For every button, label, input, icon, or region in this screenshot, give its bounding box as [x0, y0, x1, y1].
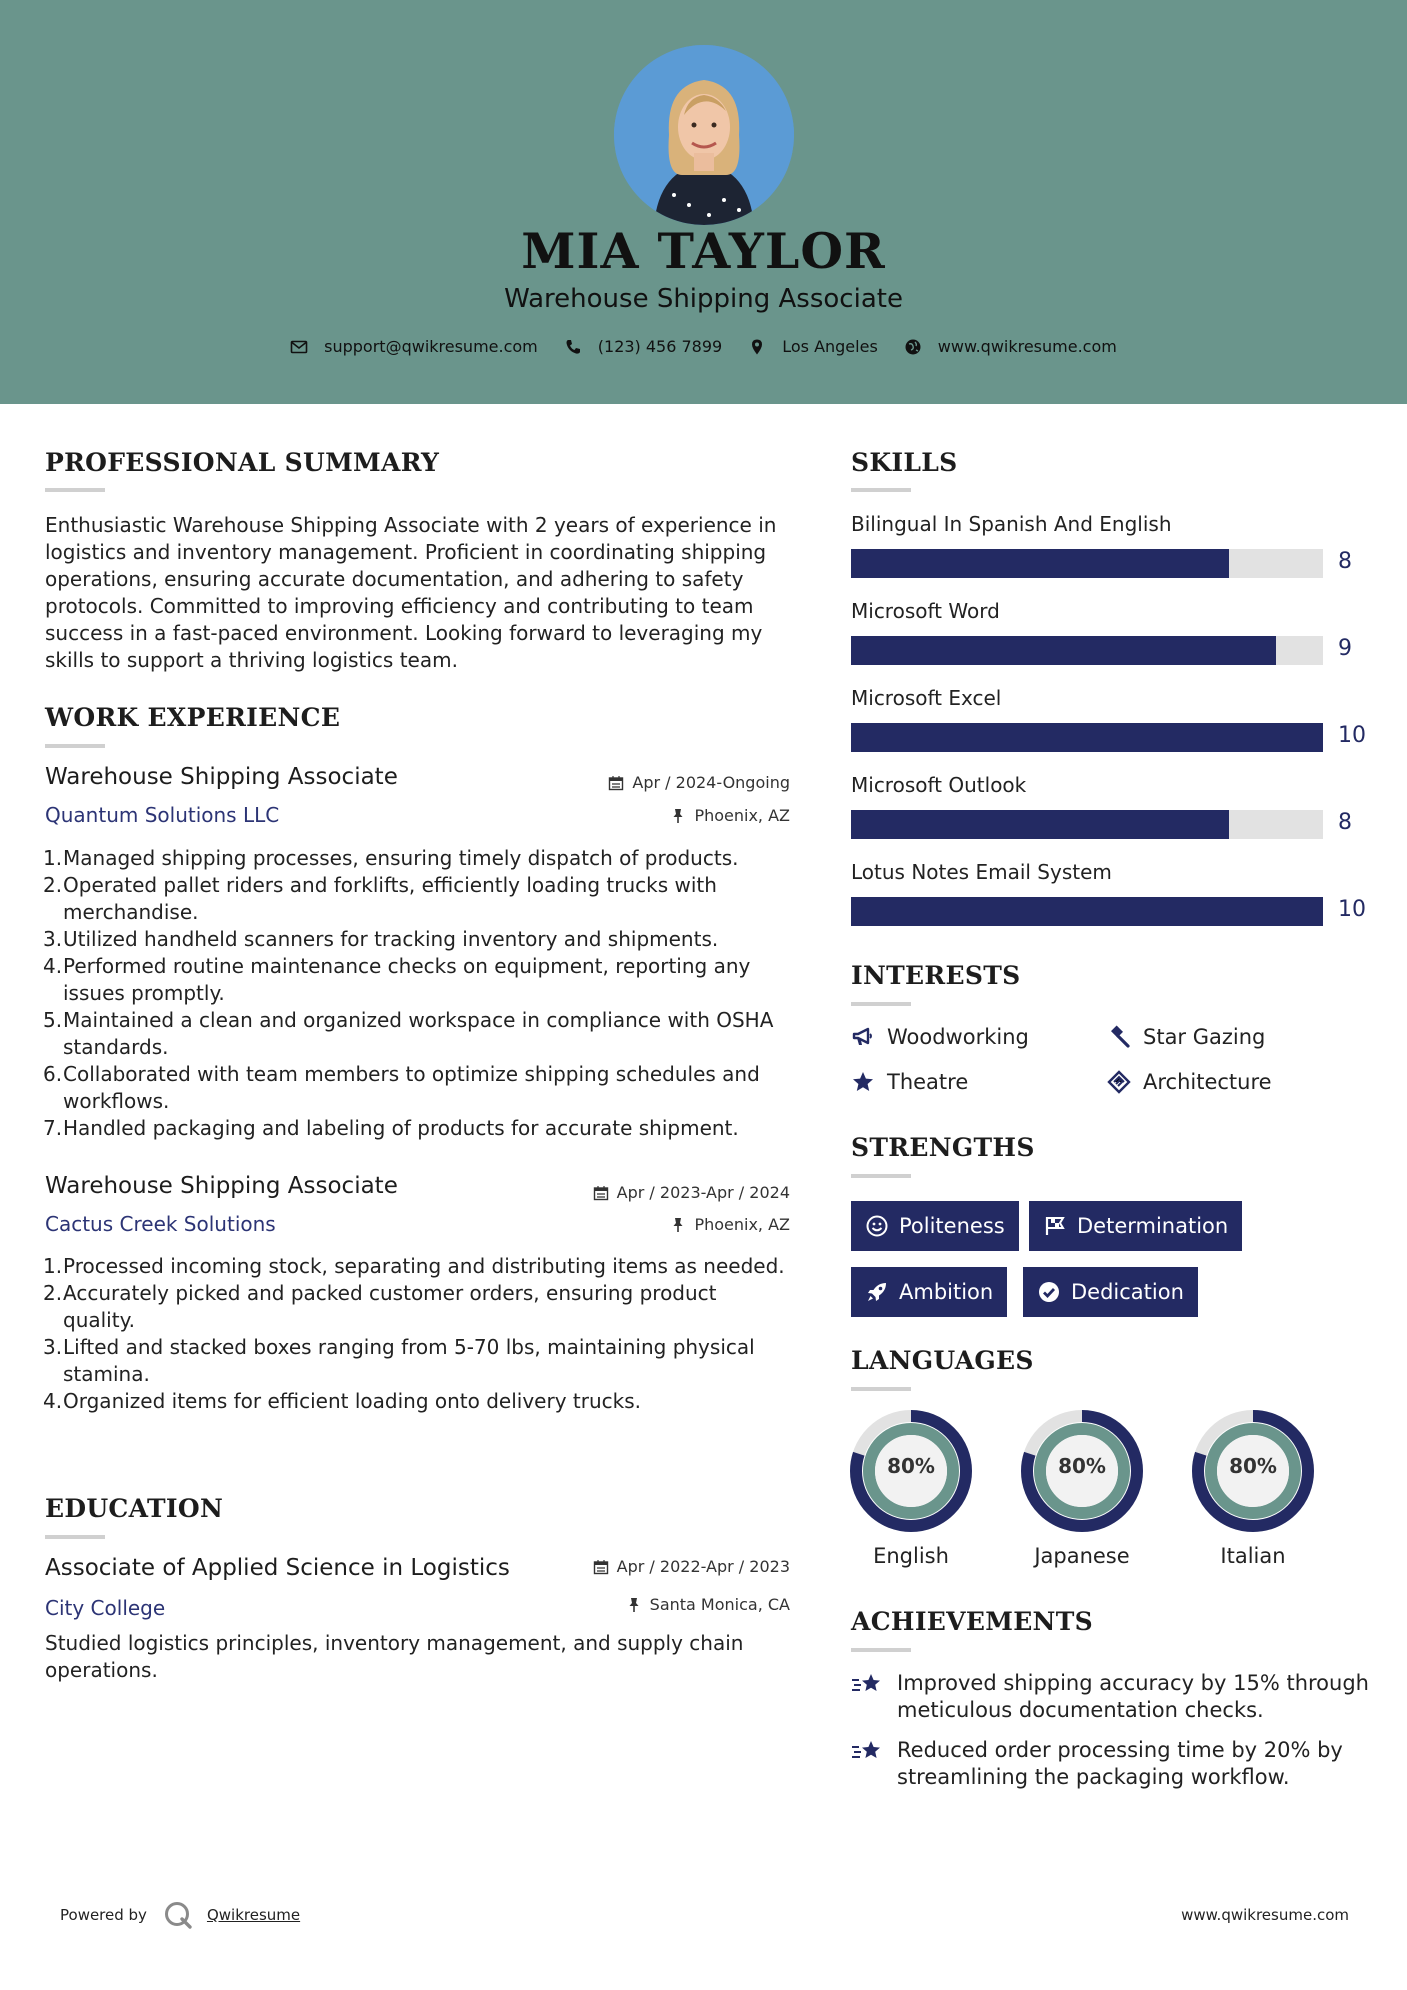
list-item: Maintained a clean and organized workspace in compliance with OSHA standards.	[63, 1008, 774, 1059]
star-icon	[851, 1070, 875, 1094]
gavel-icon	[1107, 1025, 1131, 1049]
interest-theatre	[851, 1070, 968, 1094]
pushpin-icon	[670, 808, 686, 824]
interests-rule	[851, 1002, 911, 1006]
strength-determination	[1029, 1201, 1242, 1251]
skill-value: 10	[1338, 723, 1366, 748]
phone-icon	[564, 338, 582, 356]
qwikresume-logo-icon	[163, 1900, 193, 1930]
skill-bar-track	[851, 636, 1323, 665]
achievement-text: Reduced order processing time by 20% by streamlining the packaging workflow.	[897, 1738, 1343, 1789]
language-percent: 80%	[1058, 1454, 1106, 1478]
job-2-company: Cactus Creek Solutions	[45, 1212, 276, 1236]
job-2-location	[540, 1215, 790, 1234]
powered-by-text: Powered by	[60, 1906, 147, 1924]
flag-icon	[1043, 1214, 1067, 1238]
interests-heading: INTERESTS	[851, 961, 1021, 990]
job-1-location	[540, 806, 790, 825]
summary-text: Enthusiastic Warehouse Shipping Associate with 2 years of experience in logistics and inventory management. Proficient in coordinating shipping operations, ensuring accurate documentation, and adhering to safety protocols. Committed to improving efficiency and contributing to team success in a fast-paced environment. Looking forward to leveraging my skills to support a thriving logistics team.	[45, 513, 777, 672]
skill-bar-track	[851, 810, 1323, 839]
experience-heading: WORK EXPERIENCE	[45, 703, 341, 732]
job-1-dates	[540, 773, 790, 792]
speed-star-icon	[851, 1670, 885, 1700]
skill-bar-fill	[851, 897, 1323, 926]
education-description: Studied logistics principles, inventory management, and supply chain operations.	[45, 1631, 744, 1682]
education-school: City College	[45, 1596, 166, 1620]
skills-rule	[851, 488, 911, 492]
list-item: Operated pallet riders and forklifts, efficiently loading trucks with merchandise.	[63, 873, 717, 924]
skill-bar-track	[851, 897, 1323, 926]
language-ring	[850, 1410, 972, 1532]
education-location-text: Santa Monica, CA	[649, 1595, 790, 1614]
job-1-title: Warehouse Shipping Associate	[45, 764, 398, 790]
job-2-dates	[540, 1183, 790, 1202]
job-2-location-text: Phoenix, AZ	[694, 1215, 790, 1234]
language-ring	[1021, 1410, 1143, 1532]
skill-bar-track	[851, 723, 1323, 752]
calendar-icon	[593, 1185, 609, 1201]
job-2-title: Warehouse Shipping Associate	[45, 1173, 398, 1199]
job-2-dates-text: Apr / 2023-Apr / 2024	[616, 1183, 790, 1202]
achievements-heading: ACHIEVEMENTS	[851, 1607, 1093, 1636]
job-1-dates-text: Apr / 2024-Ongoing	[632, 773, 790, 792]
contact-email-text[interactable]: support@qwikresume.com	[324, 337, 538, 356]
language-name: Italian	[1220, 1544, 1286, 1568]
achievement-item-2	[851, 1737, 1371, 1791]
skill-bar-track	[851, 549, 1323, 578]
achievement-item-1	[851, 1670, 1371, 1724]
education-location	[540, 1595, 790, 1614]
skill-value: 9	[1338, 636, 1352, 661]
skill-bar-fill	[851, 549, 1229, 578]
footer-website[interactable]: www.qwikresume.com	[1181, 1906, 1349, 1924]
skill-value: 10	[1338, 897, 1366, 922]
list-item: Processed incoming stock, separating and distributing items as needed.	[63, 1254, 785, 1278]
qwikresume-link[interactable]: Qwikresume	[206, 1906, 301, 1924]
candidate-name: MIA TAYLOR	[521, 222, 886, 280]
skills-heading: SKILLS	[851, 448, 958, 477]
contact-location	[748, 337, 878, 356]
interest-label: Woodworking	[887, 1025, 1029, 1049]
list-item: Collaborated with team members to optimize shipping schedules and workflows.	[63, 1062, 760, 1113]
language-percent: 80%	[1229, 1454, 1277, 1478]
interest-label: Star Gazing	[1143, 1025, 1266, 1049]
achievement-text: Improved shipping accuracy by 15% through meticulous documentation checks.	[897, 1671, 1369, 1722]
skill-bar-fill	[851, 636, 1276, 665]
header-banner	[0, 0, 1407, 404]
job-2-bullets	[45, 1253, 790, 1415]
list-item: Accurately picked and packed customer orders, ensuring product quality.	[63, 1281, 717, 1332]
education-dates	[540, 1557, 790, 1576]
language-percent: 80%	[887, 1454, 935, 1478]
contact-website[interactable]	[904, 337, 1117, 356]
skill-label: Microsoft Word	[851, 599, 1000, 623]
skill-value: 8	[1338, 810, 1352, 835]
skill-bar-fill	[851, 723, 1323, 752]
smile-icon	[865, 1214, 889, 1238]
interest-star-gazing	[1107, 1025, 1265, 1049]
check-circle-icon	[1037, 1280, 1061, 1304]
language-ring	[1192, 1410, 1314, 1532]
rocket-icon	[865, 1280, 889, 1304]
speed-star-icon	[851, 1737, 885, 1767]
globe-icon	[904, 338, 922, 356]
skill-label: Bilingual In Spanish And English	[851, 512, 1172, 536]
languages-rule	[851, 1387, 911, 1391]
contact-bar	[0, 337, 1407, 356]
strength-label: Politeness	[899, 1214, 1005, 1238]
footer-powered-by	[60, 1900, 300, 1930]
envelope-icon	[290, 338, 308, 356]
contact-website-text[interactable]: www.qwikresume.com	[937, 337, 1117, 356]
interest-woodworking	[851, 1025, 1029, 1049]
pushpin-icon	[626, 1597, 642, 1613]
map-pin-icon	[748, 338, 766, 356]
education-dates-text: Apr / 2022-Apr / 2023	[616, 1557, 790, 1576]
interest-label: Theatre	[887, 1070, 969, 1094]
candidate-title: Warehouse Shipping Associate	[504, 284, 903, 314]
strength-label: Dedication	[1071, 1280, 1184, 1304]
strength-politeness	[851, 1201, 1019, 1251]
contact-phone-text[interactable]: (123) 456 7899	[597, 337, 723, 356]
language-name: English	[873, 1544, 949, 1568]
job-1-location-text: Phoenix, AZ	[694, 806, 790, 825]
strengths-rule	[851, 1174, 911, 1178]
summary-rule	[45, 488, 105, 492]
interest-label: Architecture	[1143, 1070, 1272, 1094]
strengths-heading: STRENGTHS	[851, 1133, 1035, 1162]
avatar	[614, 45, 794, 225]
job-1-bullets	[45, 845, 790, 1142]
pushpin-icon	[670, 1217, 686, 1233]
calendar-icon	[608, 775, 624, 791]
calendar-icon	[593, 1559, 609, 1575]
interest-architecture	[1107, 1070, 1272, 1094]
list-item: Performed routine maintenance checks on equipment, reporting any issues promptly.	[63, 954, 751, 1005]
contact-phone[interactable]	[564, 337, 722, 356]
languages-heading: LANGUAGES	[851, 1346, 1034, 1375]
list-item: Managed shipping processes, ensuring timely dispatch of products.	[63, 846, 739, 870]
education-degree: Associate of Applied Science in Logistics	[45, 1555, 510, 1581]
skill-label: Microsoft Excel	[851, 686, 1002, 710]
list-item: Lifted and stacked boxes ranging from 5-70 lbs, maintaining physical stamina.	[63, 1335, 755, 1386]
language-name: Japanese	[1034, 1544, 1130, 1568]
achievements-rule	[851, 1648, 911, 1652]
list-item: Organized items for efficient loading onto delivery trucks.	[63, 1389, 641, 1413]
megaphone-icon	[851, 1025, 875, 1049]
list-item: Handled packaging and labeling of products for accurate shipment.	[63, 1116, 739, 1140]
strength-label: Ambition	[899, 1280, 994, 1304]
summary-heading: PROFESSIONAL SUMMARY	[45, 448, 440, 477]
skill-bar-fill	[851, 810, 1229, 839]
skill-value: 8	[1338, 549, 1352, 574]
skill-label: Lotus Notes Email System	[851, 860, 1112, 884]
education-heading: EDUCATION	[45, 1494, 224, 1523]
experience-rule	[45, 744, 105, 748]
skill-label: Microsoft Outlook	[851, 773, 1027, 797]
education-rule	[45, 1535, 105, 1539]
strength-label: Determination	[1077, 1214, 1229, 1238]
strength-ambition	[851, 1267, 1007, 1317]
drafting-icon	[1107, 1070, 1131, 1094]
contact-email[interactable]	[290, 337, 538, 356]
list-item: Utilized handheld scanners for tracking inventory and shipments.	[63, 927, 719, 951]
job-1-company: Quantum Solutions LLC	[45, 803, 280, 827]
strength-dedication	[1023, 1267, 1198, 1317]
contact-location-text: Los Angeles	[782, 337, 878, 356]
